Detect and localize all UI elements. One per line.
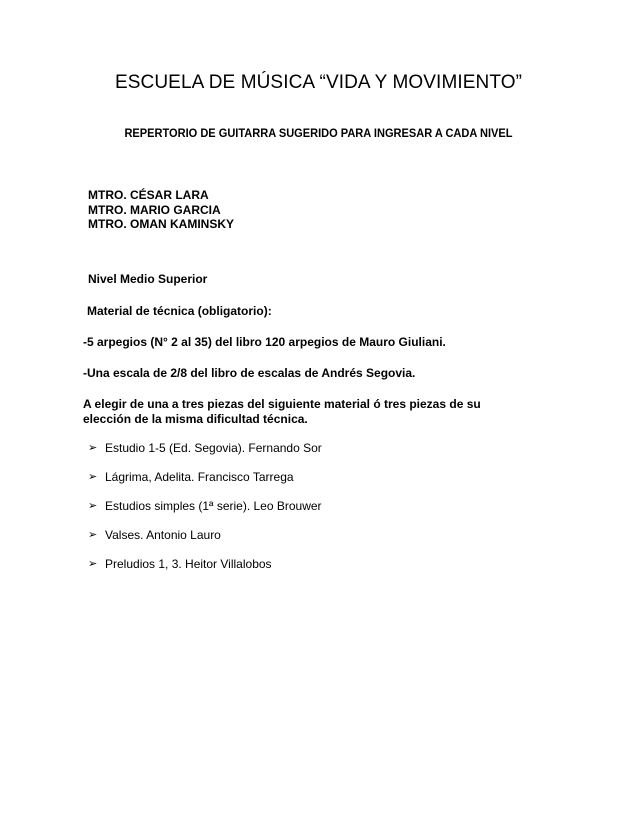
piece-label: Lágrima, Adelita. Francisco Tarrega — [105, 470, 294, 484]
teacher-list — [88, 188, 234, 232]
technique-heading: Material de técnica (obligatorio): — [87, 304, 272, 318]
choice-instructions: A elegir de una a tres piezas del siguiente material ó tres piezas de su elección de la misma dificultad técnica. — [83, 397, 481, 426]
list-item — [88, 499, 322, 528]
requirement-item: -5 arpegios (N° 2 al 35) del libro 120 arpegios de Mauro Giuliani. — [83, 335, 446, 349]
arrowhead-bullet-icon: ➢ — [88, 470, 98, 483]
arrowhead-bullet-icon: ➢ — [88, 499, 98, 512]
school-title: ESCUELA DE MÚSICA “VIDA Y MOVIMIENTO” — [114, 72, 523, 93]
piece-label: Valses. Antonio Lauro — [105, 528, 221, 542]
list-item — [88, 441, 322, 470]
piece-label: Estudios simples (1ª serie). Leo Brouwer — [105, 499, 322, 513]
document-subtitle: REPERTORIO DE GUITARRA SUGERIDO PARA INGRESAR A CADA NIVEL — [124, 128, 513, 140]
teacher-name: MTRO. MARIO GARCIA — [88, 202, 221, 217]
piece-list — [88, 441, 322, 586]
teacher-name: MTRO. CÉSAR LARA — [88, 188, 209, 202]
piece-label: Estudio 1-5 (Ed. Segovia). Fernando Sor — [105, 441, 322, 455]
level-heading: Nivel Medio Superior — [88, 272, 208, 286]
list-item — [88, 528, 322, 557]
requirement-item: -Una escala de 2/8 del libro de escalas de Andrés Segovia. — [83, 366, 416, 380]
piece-label: Preludios 1, 3. Heitor Villalobos — [105, 557, 272, 571]
teacher-name: MTRO. OMAN KAMINSKY — [88, 217, 234, 231]
list-item — [88, 470, 322, 499]
arrowhead-bullet-icon: ➢ — [88, 441, 98, 454]
arrowhead-bullet-icon: ➢ — [88, 557, 98, 570]
arrowhead-bullet-icon: ➢ — [88, 528, 98, 541]
list-item — [88, 557, 322, 586]
